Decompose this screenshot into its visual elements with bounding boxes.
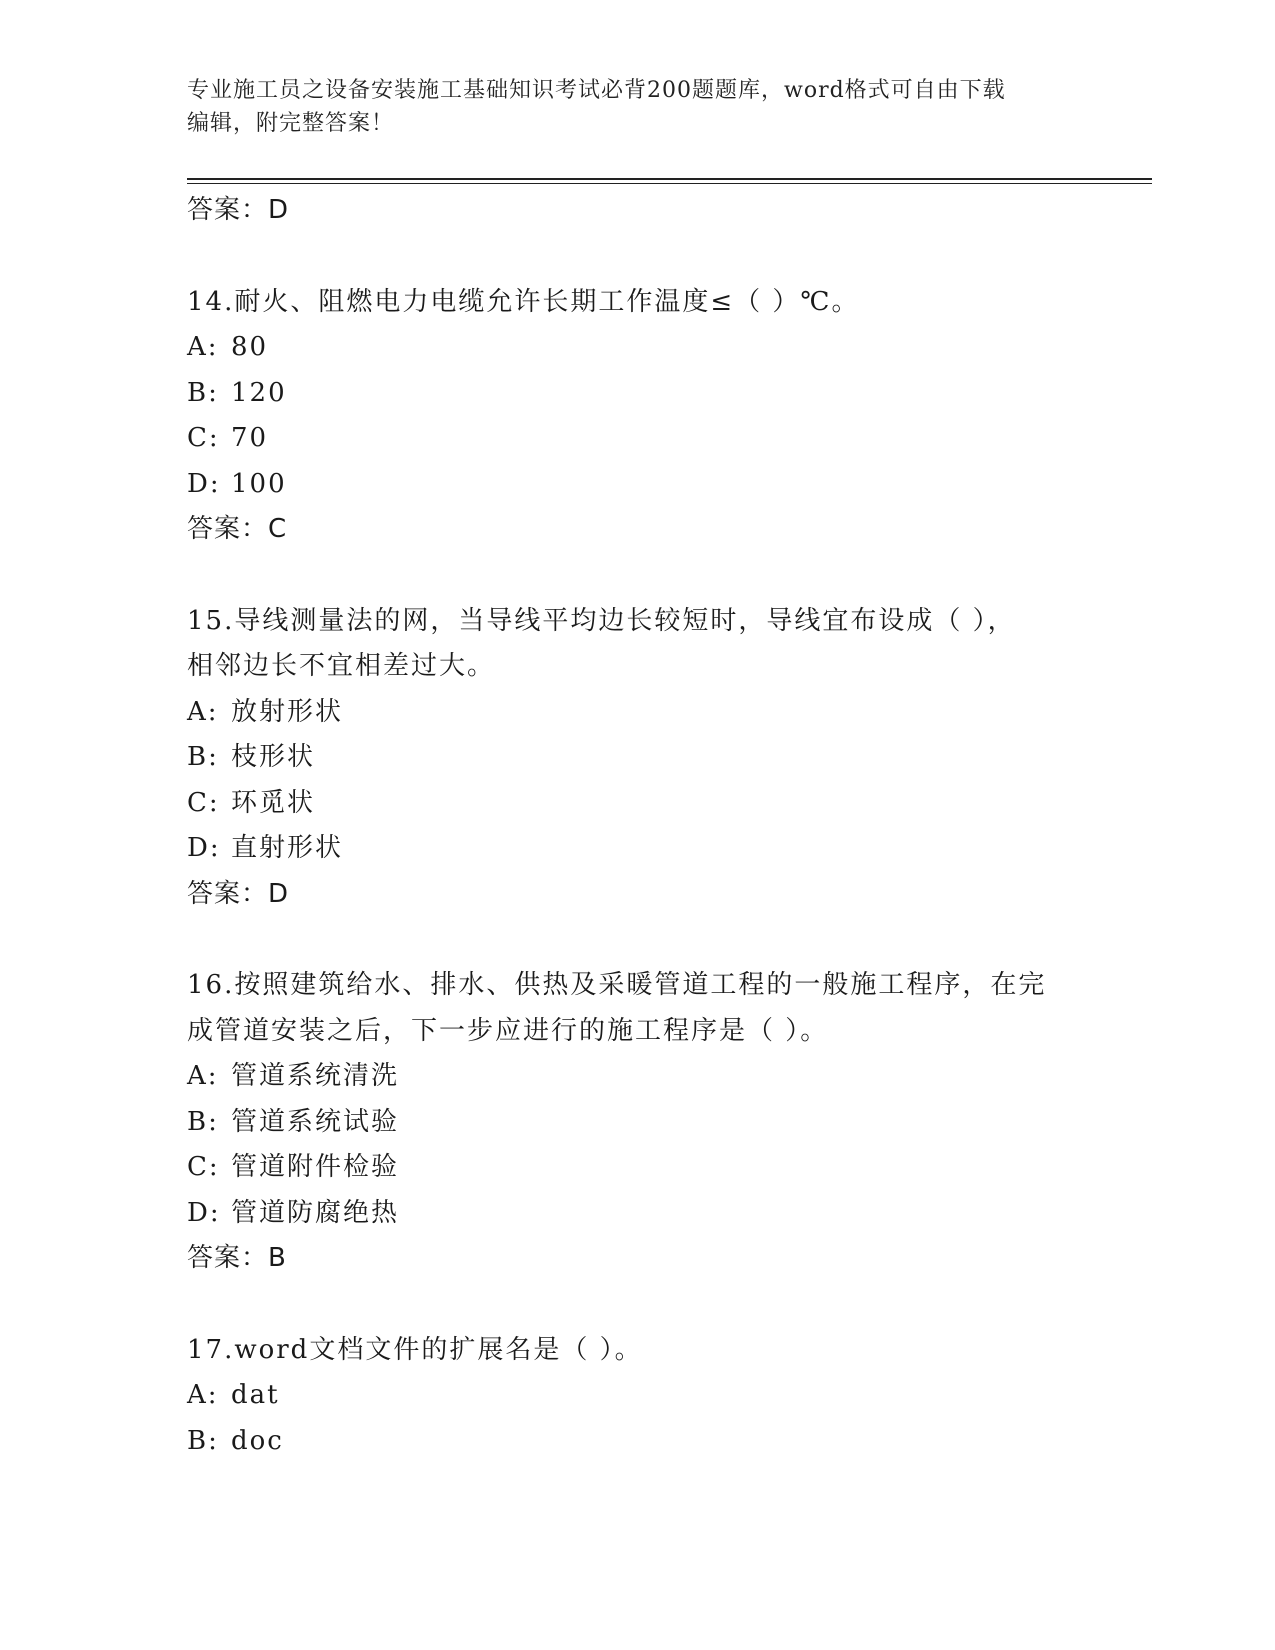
option-key: D: [187, 468, 221, 499]
header-rule-thin [187, 183, 1152, 184]
header-line-2: 编辑，附完整答案！ [187, 111, 395, 136]
option-text: 管道防腐绝热 [231, 1197, 400, 1228]
option-text: 直射形状 [231, 833, 344, 863]
question-stem-continued: 成管道安装之后，下一步应进行的施工程序是（ ）。 [187, 1015, 829, 1046]
option-a [187, 325, 1087, 371]
question-15 [187, 599, 1087, 918]
option-key: A: [187, 1061, 219, 1091]
option-d [187, 1191, 1087, 1237]
spacer [187, 917, 1087, 963]
option-key: D: [187, 833, 221, 863]
answer: 答案：B [187, 1243, 287, 1273]
option-key: A: [187, 696, 219, 727]
spacer [187, 1282, 1087, 1328]
option-key: D: [187, 1197, 221, 1228]
option-key: A: [187, 332, 219, 362]
option-key: B: [187, 742, 219, 772]
option-a [187, 690, 1087, 736]
answer: 答案：C [187, 514, 288, 544]
question-17 [187, 1328, 1087, 1465]
option-b [187, 1100, 1087, 1146]
question-stem-continued: 相邻边长不宜相差过大。 [187, 651, 496, 681]
option-key: C: [187, 787, 220, 818]
option-text: 放射形状 [231, 696, 344, 727]
option-text: doc [231, 1425, 284, 1456]
option-text: dat [231, 1380, 280, 1410]
option-c [187, 416, 1087, 462]
option-text: 120 [231, 377, 287, 408]
option-d [187, 826, 1087, 872]
question-list [187, 188, 1087, 1464]
option-key: C: [187, 423, 220, 453]
option-text: 100 [231, 468, 287, 499]
question-14 [187, 280, 1087, 553]
option-text: 管道系统清洗 [231, 1061, 400, 1091]
option-key: C: [187, 1152, 220, 1182]
question-stem: 17.word文档文件的扩展名是（ ）。 [187, 1334, 643, 1365]
option-c [187, 781, 1087, 827]
option-text: 环觅状 [231, 787, 316, 818]
answer-prev: 答案：D [187, 195, 290, 225]
header-line-1: 专业施工员之设备安装施工基础知识考试必背200题题库，word格式可自由下载 [187, 78, 1006, 103]
option-key: B: [187, 377, 219, 408]
option-text: 管道附件检验 [231, 1152, 400, 1182]
spacer [187, 234, 1087, 280]
question-16 [187, 963, 1087, 1282]
spacer [187, 553, 1087, 599]
option-key: A: [187, 1380, 219, 1410]
answer: 答案：D [187, 878, 290, 909]
option-text: 管道系统试验 [231, 1106, 400, 1137]
option-a [187, 1373, 1087, 1419]
option-a [187, 1054, 1087, 1100]
header-rule-thick [187, 178, 1152, 180]
option-key: B: [187, 1425, 219, 1456]
document-header [187, 74, 1067, 140]
option-b [187, 371, 1087, 417]
question-stem: 15.导线测量法的网，当导线平均边长较短时，导线宜布设成（ ）， [187, 605, 1016, 636]
option-d [187, 462, 1087, 508]
option-c [187, 1145, 1087, 1191]
option-b [187, 735, 1087, 781]
option-key: B: [187, 1106, 219, 1137]
option-b [187, 1419, 1087, 1465]
option-text: 70 [231, 423, 269, 453]
option-text: 80 [231, 332, 269, 362]
question-stem: 16.按照建筑给水、排水、供热及采暖管道工程的一般施工程序，在完 [187, 970, 1047, 1000]
option-text: 枝形状 [231, 742, 316, 772]
question-stem: 14.耐火、阻燃电力电缆允许长期工作温度≤（ ）℃。 [187, 286, 860, 317]
